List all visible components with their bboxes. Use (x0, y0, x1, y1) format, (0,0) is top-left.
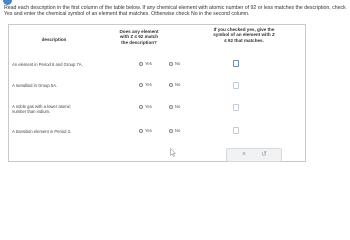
row-2-no-radio[interactable] (169, 83, 173, 87)
row-4-yes-radio[interactable] (139, 129, 143, 133)
row-3-yes-radio[interactable] (139, 105, 143, 109)
instructions-text: Read each description in the first column of the table below. If any chemical element with atomic number of 92 or less matches the description, check Yes and enter the chemical symbol of an element that matches. Otherwise check No in the second column. (4, 5, 346, 18)
header-description: description (41, 37, 67, 42)
row-1-yes-radio[interactable] (139, 62, 143, 66)
answer-toolbar (226, 148, 282, 162)
row-4-symbol-input[interactable] (233, 127, 239, 134)
row-1-no-label: No (175, 61, 181, 66)
row-3-no-label: No (175, 104, 181, 109)
row-3-yes-label: Yes (145, 104, 152, 109)
row-4-yes-label: Yes (145, 128, 152, 133)
row-1-no-radio[interactable] (169, 62, 173, 66)
undo-icon[interactable]: ↺ (261, 151, 267, 158)
row-2-yes-radio[interactable] (139, 83, 143, 87)
row-1-symbol-input[interactable] (233, 60, 239, 67)
row-2-symbol-input[interactable] (233, 82, 239, 89)
mouse-cursor-icon (170, 148, 176, 157)
clear-icon[interactable]: × (241, 151, 247, 158)
row-3-no-radio[interactable] (169, 105, 173, 109)
row-2-yes-label: Yes (145, 82, 152, 87)
row-4-description: A transition element in Period 3. (12, 129, 72, 134)
row-4-no-label: No (175, 128, 181, 133)
row-4-no-radio[interactable] (169, 129, 173, 133)
row-2-description: A metalloid in Group 5A. (12, 83, 58, 88)
row-3-description: A noble gas with a lower atomic number than indium. (12, 104, 71, 114)
row-2-no-label: No (175, 82, 181, 87)
row-3-symbol-input[interactable] (233, 104, 239, 111)
row-1-yes-label: Yes (145, 61, 152, 66)
header-symbol: If you checked yes, give the symbol of an element with Z ≤ 92 that matches. (213, 27, 275, 43)
row-1-description: An element in Period 6 and Group 7A. (12, 62, 83, 67)
header-match: Does any element with Z ≤ 92 match the description? (119, 29, 159, 45)
question-table (8, 24, 306, 162)
